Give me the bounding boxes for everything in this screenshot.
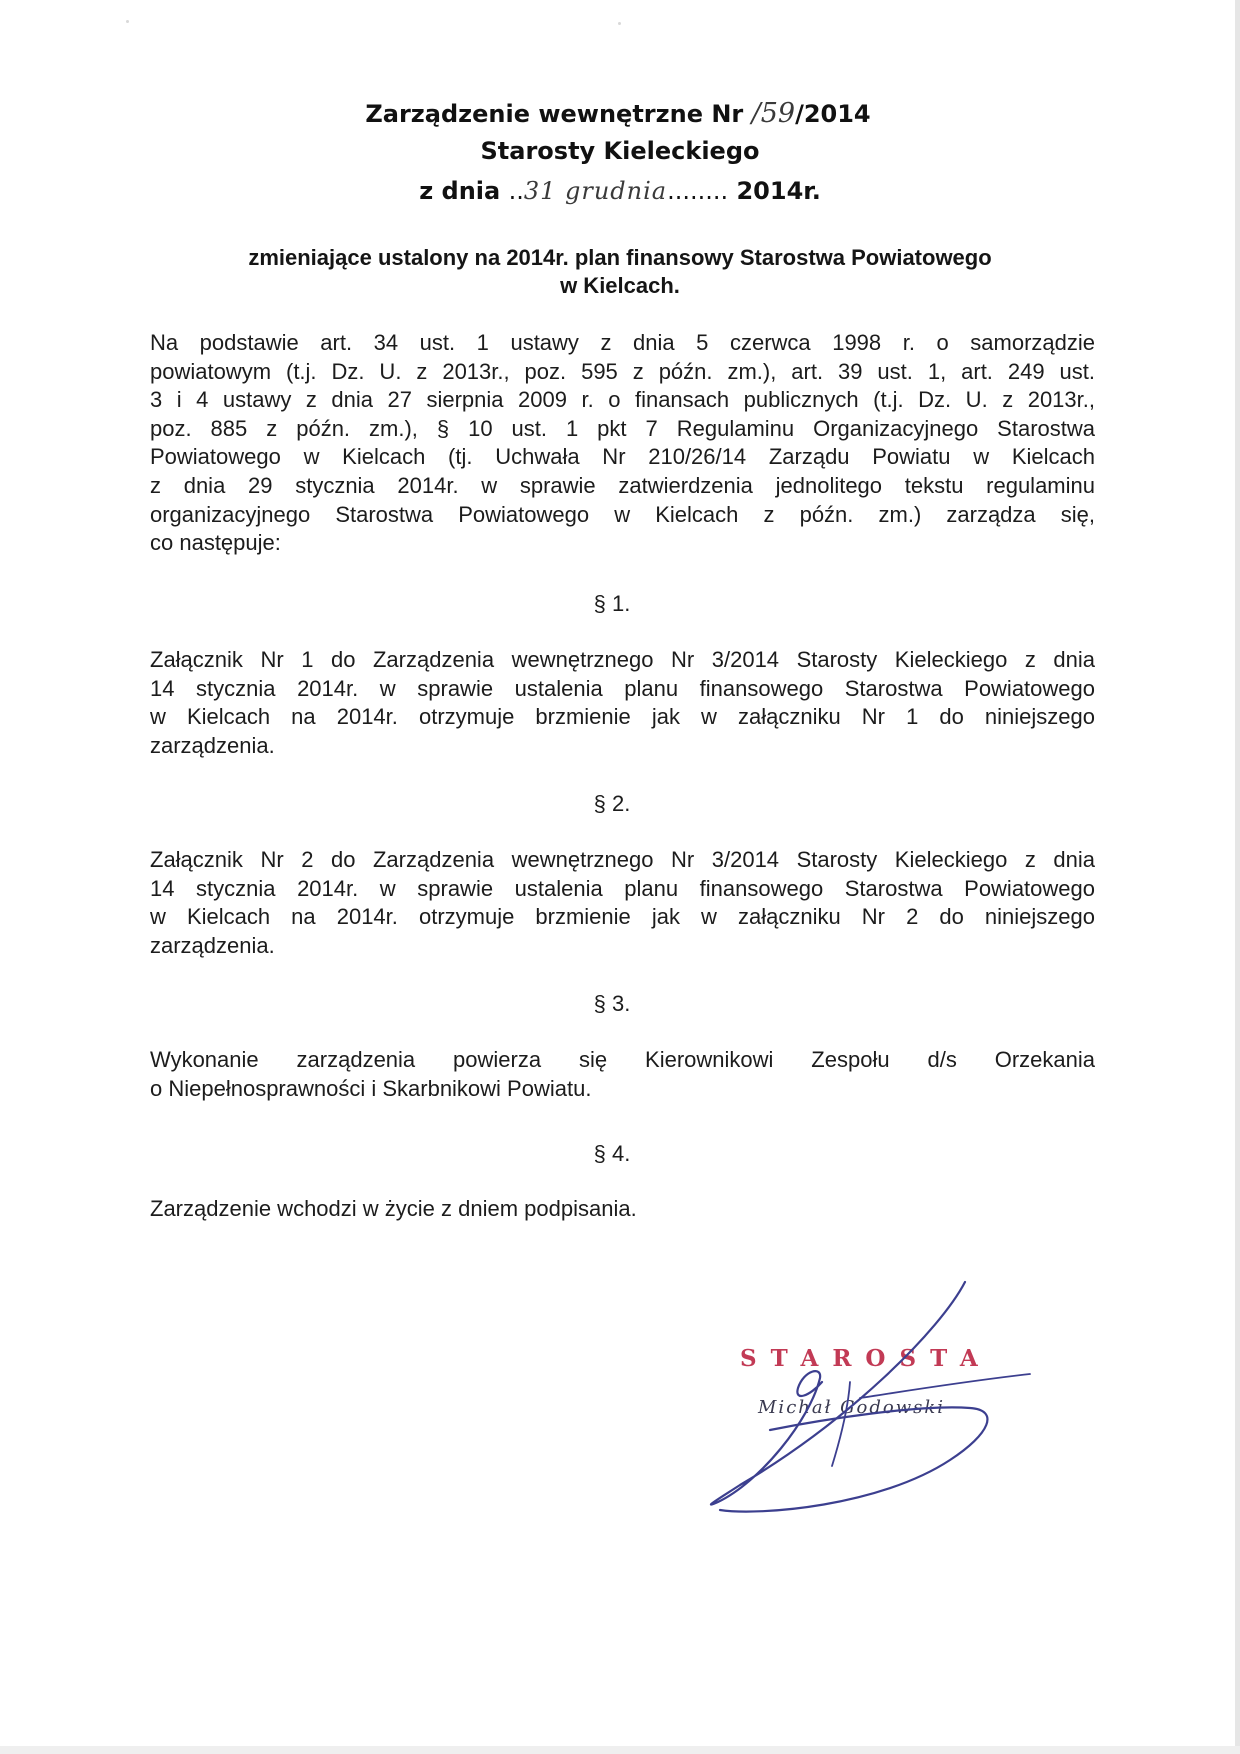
scan-edge-bottom bbox=[0, 1746, 1240, 1754]
preamble-line: 3 i 4 ustawy z dnia 27 sierpnia 2009 r. o finansach publicznych (t.j. Dz. U. z 2013r., bbox=[150, 387, 1095, 413]
preamble-line: z dnia 29 stycznia 2014r. w sprawie zatwierdzenia jednolitego tekstu regulaminu bbox=[150, 472, 1095, 498]
date-dots-before: .. bbox=[508, 177, 524, 205]
scan-speck bbox=[126, 20, 129, 23]
scan-edge-right bbox=[1235, 0, 1240, 1754]
section-body-2 bbox=[150, 846, 1095, 960]
preamble bbox=[150, 329, 1095, 558]
section-line: zarządzenia. bbox=[150, 932, 275, 958]
title-prefix: Zarządzenie wewnętrzne Nr bbox=[365, 100, 744, 128]
handwritten-number: /59 bbox=[751, 98, 796, 129]
section-line: o Niepełnosprawności i Skarbnikowi Powiatu. bbox=[150, 1075, 592, 1101]
section-line: 14 stycznia 2014r. w sprawie ustalenia planu finansowego Starostwa Powiatowego bbox=[150, 875, 1095, 901]
section-heading-4: § 4. bbox=[593, 1141, 631, 1166]
document-issuer: Starosty Kieleckiego bbox=[480, 137, 760, 165]
title-year: /2014 bbox=[795, 100, 871, 128]
preamble-line: co następuje: bbox=[150, 530, 281, 556]
handwritten-date: 31 grudnia bbox=[523, 177, 668, 205]
section-line: w Kielcach na 2014r. otrzymuje brzmienie jak w załączniku Nr 2 do niniejszego bbox=[150, 904, 1095, 930]
date-dots-after: ........ bbox=[667, 177, 729, 205]
preamble-line: Powiatowego w Kielcach (tj. Uchwała Nr 210/26/14 Zarządu Powiatu w Kielcach bbox=[150, 444, 1095, 470]
section-heading-2: § 2. bbox=[593, 791, 631, 816]
date-suffix: 2014r. bbox=[736, 177, 821, 205]
preamble-line: powiatowym (t.j. Dz. U. z 2013r., poz. 595 z późn. zm.), art. 39 ust. 1, art. 249 ust. bbox=[150, 358, 1095, 384]
section-body-4 bbox=[150, 1195, 1095, 1224]
date-prefix: z dnia bbox=[419, 177, 501, 205]
section-line: 14 stycznia 2014r. w sprawie ustalenia planu finansowego Starostwa Powiatowego bbox=[150, 675, 1095, 701]
subtitle-line: zmieniające ustalony na 2014r. plan finansowy Starostwa Powiatowego bbox=[248, 245, 992, 270]
subtitle-line: w Kielcach. bbox=[560, 273, 680, 298]
section-body-1 bbox=[150, 646, 1095, 760]
section-line: Załącznik Nr 2 do Zarządzenia wewnętrznego Nr 3/2014 Starosty Kieleckiego z dnia bbox=[150, 847, 1095, 872]
official-stamp-name: Michał Godowski bbox=[758, 1397, 946, 1418]
section-line: Załącznik Nr 1 do Zarządzenia wewnętrznego Nr 3/2014 Starosty Kieleckiego z dnia bbox=[150, 647, 1095, 672]
preamble-line: poz. 885 z późn. zm.), § 10 ust. 1 pkt 7 Regulaminu Organizacyjnego Starostwa bbox=[150, 415, 1095, 441]
scan-speck bbox=[618, 22, 621, 25]
section-heading-3: § 3. bbox=[593, 991, 631, 1016]
preamble-line: organizacyjnego Starostwa Powiatowego w Kielcach z późn. zm.) zarządza się, bbox=[150, 501, 1095, 527]
section-body-3 bbox=[150, 1046, 1095, 1103]
official-stamp-title: STAROSTA bbox=[740, 1345, 992, 1372]
section-heading-1: § 1. bbox=[593, 591, 631, 616]
section-line: zarządzenia. bbox=[150, 732, 275, 758]
handwritten-signature bbox=[700, 1270, 1040, 1520]
section-line: Wykonanie zarządzenia powierza się Kierownikowi Zespołu d/s Orzekania bbox=[150, 1047, 1095, 1072]
document-title bbox=[0, 98, 1238, 129]
section-line: w Kielcach na 2014r. otrzymuje brzmienie jak w załączniku Nr 1 do niniejszego bbox=[150, 704, 1095, 730]
preamble-line: Na podstawie art. 34 ust. 1 ustawy z dnia 5 czerwca 1998 r. o samorządzie bbox=[150, 330, 1095, 355]
section-line: Zarządzenie wchodzi w życie z dniem podpisania. bbox=[150, 1196, 637, 1221]
document-date bbox=[0, 177, 1240, 205]
